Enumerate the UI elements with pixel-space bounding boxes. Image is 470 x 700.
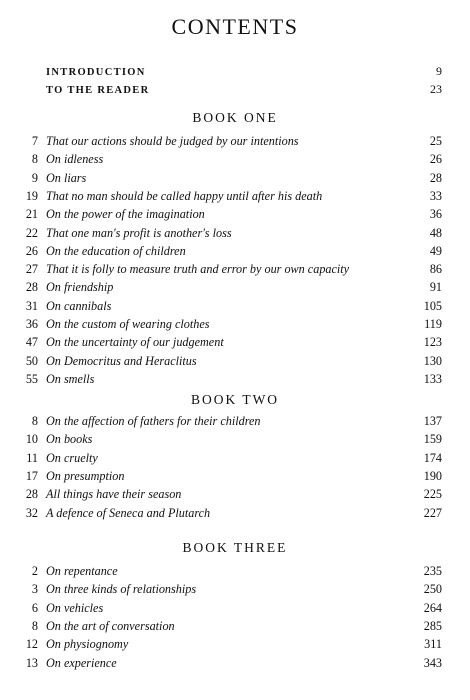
front-matter-introduction (46, 64, 442, 79)
chapter-title: On liars (46, 170, 87, 185)
chapter-title: On cannibals (46, 298, 112, 313)
chapter-number: 11 (26, 450, 38, 465)
book-three-heading: BOOK THREE (182, 540, 288, 555)
page-number: 227 (423, 505, 442, 520)
front-matter-page: 23 (430, 82, 442, 96)
page-title: CONTENTS (171, 14, 299, 39)
chapter-number: 32 (25, 505, 38, 520)
chapter-number: 13 (25, 655, 38, 670)
toc-entry (0, 601, 470, 619)
toc-entry (0, 637, 470, 655)
chapter-title: On repentance (46, 564, 118, 578)
chapter-title: On vehicles (46, 600, 104, 615)
page-number: 119 (424, 317, 442, 331)
chapter-title: On Democritus and Heraclitus (46, 353, 197, 368)
chapter-number: 31 (25, 298, 38, 313)
chapter-title: On the art of conversation (46, 618, 175, 633)
toc-entry (0, 299, 470, 317)
page-number: 86 (429, 262, 442, 277)
toc-entry (0, 506, 470, 524)
book-two-heading: BOOK TWO (190, 392, 280, 407)
page-number: 250 (423, 582, 442, 597)
toc-entry (0, 317, 470, 335)
chapter-title: On the power of the imagination (46, 207, 205, 222)
chapter-number: 55 (25, 371, 38, 386)
toc-entry (0, 469, 470, 487)
chapter-title: On the affection of fathers for their children (46, 414, 261, 428)
page-number: 130 (423, 353, 442, 368)
toc-entry (0, 244, 470, 262)
chapter-title: On physiognomy (46, 637, 129, 652)
page-number: 28 (429, 170, 442, 185)
chapter-number: 28 (25, 280, 38, 295)
chapter-number: 2 (31, 564, 38, 578)
chapter-number: 8 (31, 414, 38, 428)
chapter-title: On books (46, 432, 93, 447)
chapter-number: 26 (25, 243, 38, 258)
chapter-number: 9 (31, 170, 38, 185)
chapter-number: 50 (25, 353, 38, 368)
chapter-title: On presumption (46, 468, 125, 483)
toc-entry (0, 432, 470, 450)
toc-entry (0, 335, 470, 353)
page-number: 264 (423, 600, 442, 615)
chapter-title: That our actions should be judged by our intentions (46, 134, 299, 148)
toc-entry (0, 414, 470, 432)
chapter-title: That it is folly to measure truth and error by our own capacity (46, 262, 350, 277)
toc-entry (0, 451, 470, 469)
chapter-title: All things have their season (46, 487, 182, 502)
chapter-number: 21 (25, 207, 38, 222)
toc-entry (0, 189, 470, 207)
chapter-title: On three kinds of relationships (46, 582, 197, 597)
front-matter-label: TO THE READER (46, 85, 150, 96)
page-number: 36 (429, 207, 442, 222)
chapter-title: On experience (46, 655, 117, 670)
chapter-title: On idleness (46, 152, 104, 167)
chapter-number: 8 (31, 152, 38, 167)
page-number: 123 (423, 335, 442, 350)
chapter-title: That no man should be called happy until after his death (46, 188, 323, 203)
toc-entry (0, 280, 470, 298)
page-number: 285 (423, 618, 442, 633)
chapter-number: 36 (25, 317, 38, 331)
page-number: 49 (429, 243, 442, 258)
front-matter-label: INTRODUCTION (46, 67, 146, 78)
toc-entry (0, 372, 470, 390)
chapter-number: 27 (25, 262, 38, 277)
chapter-number: 8 (31, 618, 38, 633)
chapter-title: On friendship (46, 280, 114, 295)
toc-entry (0, 262, 470, 280)
chapter-title: On smells (46, 371, 95, 386)
page-number: 235 (423, 564, 442, 578)
chapter-title: A defence of Seneca and Plutarch (46, 505, 211, 520)
front-matter-page: 9 (436, 64, 442, 78)
page-number: 105 (423, 298, 442, 313)
chapter-number: 12 (25, 637, 38, 652)
toc-entry (0, 207, 470, 225)
toc-entry (0, 582, 470, 600)
toc-entry (0, 564, 470, 582)
chapter-number: 7 (31, 134, 38, 148)
page-number: 311 (424, 637, 442, 652)
toc-entry (0, 152, 470, 170)
page-number: 91 (429, 280, 442, 295)
chapter-number: 28 (25, 487, 38, 502)
chapter-title: On the custom of wearing clothes (46, 317, 210, 331)
page-number: 225 (423, 487, 442, 502)
page-number: 26 (429, 152, 442, 167)
chapter-number: 19 (25, 188, 38, 203)
chapter-number: 47 (25, 335, 38, 350)
chapter-number: 3 (31, 582, 38, 597)
chapter-title: That one man's profit is another's loss (46, 225, 232, 240)
page-number: 343 (423, 655, 442, 670)
toc-entry (0, 171, 470, 189)
page-number: 25 (429, 134, 442, 148)
chapter-number: 10 (25, 432, 38, 447)
chapter-title: On the education of children (46, 243, 186, 258)
front-matter-to-the-reader (46, 82, 442, 97)
chapter-title: On the uncertainty of our judgement (46, 335, 224, 350)
toc-entry (0, 134, 470, 152)
chapter-title: On cruelty (46, 450, 98, 465)
page-number: 174 (423, 450, 442, 465)
page-number: 33 (429, 188, 442, 203)
chapter-number: 22 (25, 225, 38, 240)
page-number: 190 (423, 468, 442, 483)
page-number: 137 (423, 414, 442, 428)
toc-entry (0, 487, 470, 505)
chapter-number: 6 (31, 600, 38, 615)
toc-entry (0, 226, 470, 244)
chapter-number: 17 (25, 468, 38, 483)
page-number: 48 (429, 225, 442, 240)
toc-entry (0, 656, 470, 674)
book-one-heading: BOOK ONE (192, 110, 278, 125)
page-number: 133 (423, 371, 442, 386)
page-number: 159 (423, 432, 442, 447)
toc-entry (0, 619, 470, 637)
toc-entry (0, 354, 470, 372)
